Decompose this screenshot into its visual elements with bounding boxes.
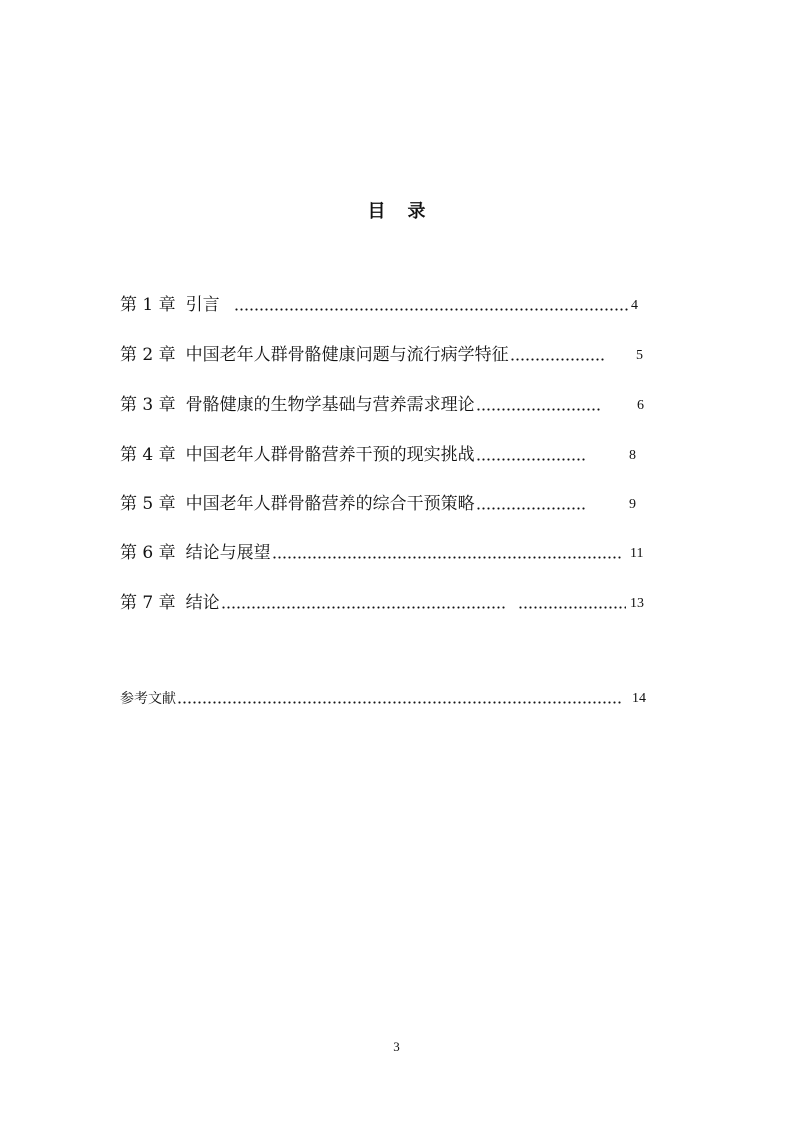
toc-entry-chapter-6[interactable]: [120, 540, 622, 566]
chapter-title: 中国老年人群骨骼健康问题与流行病学特征: [185, 345, 509, 365]
chapter-number: 第 6 章: [120, 543, 176, 563]
dot-leader: [510, 358, 604, 361]
chapter-number: 第 1 章: [120, 295, 176, 315]
toc-heading-char-2: 录: [407, 201, 426, 222]
chapter-number: 第 3 章: [120, 395, 176, 415]
chapter-title: 结论: [185, 593, 220, 613]
chapter-title: 骨骼健康的生物学基础与营养需求理论: [185, 395, 475, 415]
dot-leader: [518, 606, 626, 609]
dot-leader: [177, 701, 623, 704]
dot-leader: [476, 458, 586, 461]
toc-entry-chapter-5[interactable]: [120, 491, 586, 517]
toc-page-number[interactable]: 4: [631, 298, 638, 313]
toc-page-number[interactable]: 11: [630, 546, 644, 561]
chapter-title: 引言: [185, 295, 220, 315]
chapter-number: 第 5 章: [120, 494, 176, 514]
chapter-title: 中国老年人群骨骼营养的综合干预策略: [185, 494, 475, 514]
dot-leader: [272, 556, 622, 559]
chapter-number: 第 2 章: [120, 345, 176, 365]
chapter-title: 结论与展望: [185, 543, 271, 563]
dot-leader: [234, 308, 629, 311]
toc-page-number[interactable]: 14: [632, 691, 646, 706]
chapter-number: 第 7 章: [120, 593, 176, 613]
chapter-number: 第 4 章: [120, 445, 176, 465]
toc-entry-chapter-7[interactable]: [120, 590, 626, 616]
toc-entry-chapter-1[interactable]: [120, 292, 629, 318]
toc-heading: [0, 198, 793, 226]
toc-entry-references[interactable]: [120, 688, 623, 710]
toc-page-number[interactable]: 9: [629, 497, 636, 512]
toc-heading-char-1: 目: [367, 201, 386, 222]
footer-page-number: 3: [393, 1039, 400, 1054]
toc-entry-chapter-2[interactable]: [120, 342, 604, 368]
dot-leader: [476, 408, 602, 411]
dot-leader: [221, 606, 506, 609]
toc-page-number[interactable]: 5: [636, 348, 643, 363]
toc-page-number[interactable]: 8: [629, 448, 636, 463]
toc-entry-chapter-4[interactable]: [120, 442, 586, 468]
toc-page-number[interactable]: 13: [630, 596, 644, 611]
references-title: 参考文献: [120, 691, 176, 707]
toc-page-number[interactable]: 6: [637, 398, 644, 413]
chapter-title: 中国老年人群骨骼营养干预的现实挑战: [185, 445, 475, 465]
toc-entry-chapter-3[interactable]: [120, 392, 602, 418]
dot-leader: [476, 507, 586, 510]
